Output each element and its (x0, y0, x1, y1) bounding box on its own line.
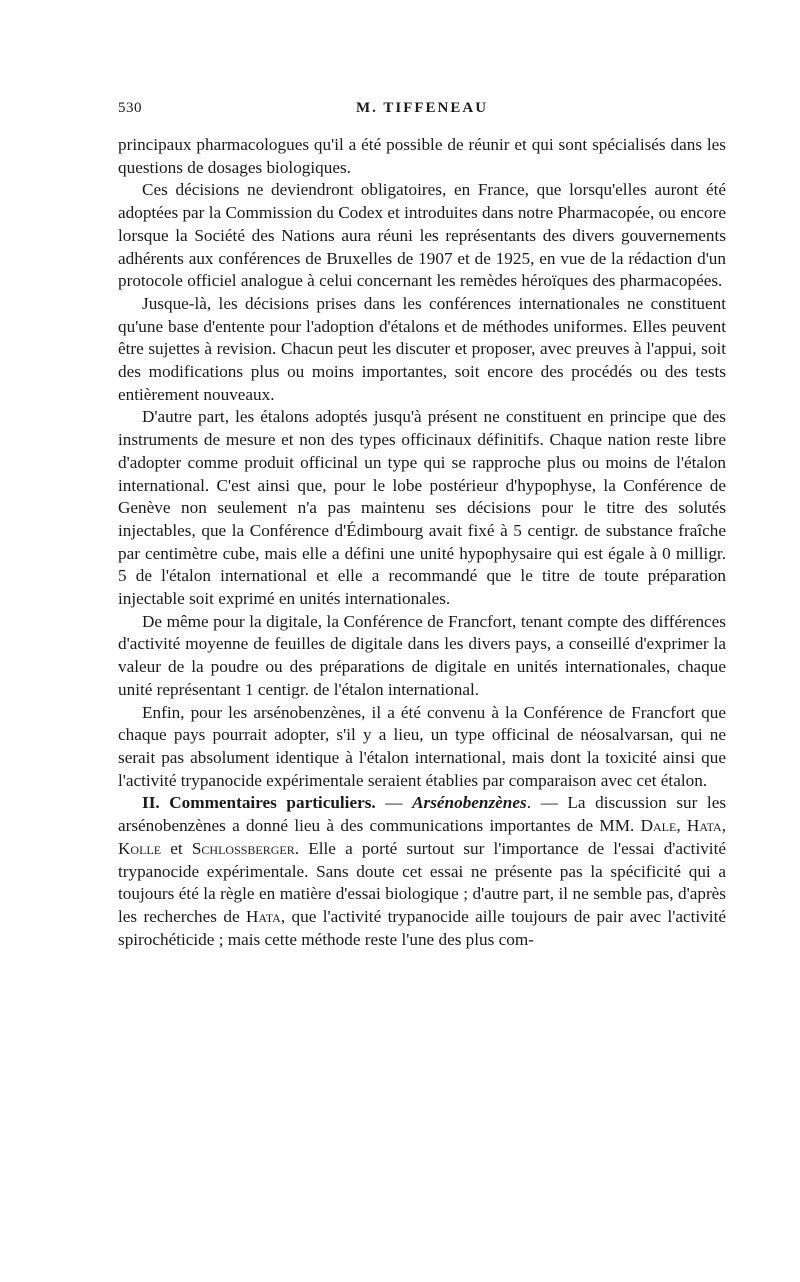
section-dash-2: . — (526, 793, 568, 813)
paragraph-2: Ces décisions ne deviendront obligatoires, en France, que lorsqu'elles auront été adoptées par la Commission du Codex et introduites dans notre Pharmacopée, ou encore lorsque la Société des Nations aura réuni les représentants des divers gouvernements adhérents aux conférences de Bruxelles de 1907 et de 1925, en vue de la rédaction d'un protocole officiel analogue à celui concernant les remèdes héroïques des pharmacopées. (118, 180, 726, 291)
section-title: II. Commentaires particuliers. (142, 793, 376, 813)
section-subtitle: Arsénobenzènes (412, 793, 527, 813)
section-paragraph (118, 792, 726, 951)
page-number: 530 (118, 100, 142, 116)
section-dash: — (375, 793, 413, 813)
name-separator: et (161, 838, 192, 858)
paragraph-5: De même pour la digitale, la Conférence de Francfort, tenant compte des différences d'activité moyenne de feuilles de digitale dans les divers pays, a conseillé d'exprimer la valeur de la poudre ou des préparations de digitale en unités internationales, chaque unité représentant 1 centigr. de l'étalon international. (118, 611, 726, 699)
paragraph-4: D'autre part, les étalons adoptés jusqu'à présent ne constituent en principe que des instruments de mesure et non des types officinaux définitifs. Chaque nation reste libre d'adopter comme produit officinal un type qui se rapproche plus ou moins de l'étalon international. C'est ainsi que, pour le lobe postérieur d'hypophyse, la Conférence de Genève non seulement n'a pas maintenu ses décisions pour le titre des solutés injectables, que la Conférence d'Édimbourg avait fixé à 5 centigr. de substance fraîche par centimètre cube, mais elle a défini une unité hypophysaire qui est égale à 0 milligr. 5 de l'étalon international et elle a recommandé que le titre de toute préparation injectable soit exprimé en unités internationales. (118, 407, 726, 609)
section-text-a: La discussion sur les arsénobenzènes a donné lieu à des communications importantes de MM. (118, 793, 727, 836)
author-name-hata-2: Hata (246, 906, 281, 926)
author-name-hata: Hata (686, 816, 722, 836)
section-text-c: , que l'activité trypanocide aille toujours de pair avec l'activité spirochéticide ; mais cette méthode reste l'une des plus com- (118, 906, 726, 949)
author-name-dale: Dale (640, 816, 677, 836)
paragraph-1: principaux pharmacologues qu'il a été possible de réunir et qui sont spécialisés dans les questions de dosages biologiques. (118, 135, 726, 177)
paragraph-6: Enfin, pour les arsénobenzènes, il a été convenu à la Conférence de Francfort que chaque pays pourrait adopter, s'il y a lieu, un type officinal de néosalvarsan, qui ne serait pas absolument identique à l'étalon international, mais dont la toxicité ainsi que l'activité trypanocide expérimentale seraient établies par comparaison avec cet étalon. (118, 702, 726, 790)
author-header: M. TIFFENEAU (355, 100, 489, 116)
running-head (118, 100, 726, 124)
name-separator: , (676, 816, 687, 836)
author-name-kolle: Kolle (118, 838, 162, 858)
paragraph-3: Jusque-là, les décisions prises dans les conférences internationales ne constituent qu'une base d'entente pour l'adoption d'étalons et de méthodes uniformes. Elles peuvent être sujettes à revision. Chacun peut les discuter et proposer, avec preuves à l'appui, soit des modifications plus ou moins importantes, soit encore des procédés ou des tests entièrement nouveaux. (118, 293, 726, 404)
name-separator: , (721, 816, 727, 836)
section-text-b: . Elle a porté surtout sur l'importance de l'essai d'activité trypanocide expérimentale. Sans doute cet essai ne présente pas la spécificité qui a toujours été la règle en matière d'essai biologique ; d'autre part, il ne semble pas, d'après les recherches de (118, 838, 726, 926)
body-text (118, 134, 726, 951)
author-name-schlossberger: Schlossberger (191, 838, 295, 858)
